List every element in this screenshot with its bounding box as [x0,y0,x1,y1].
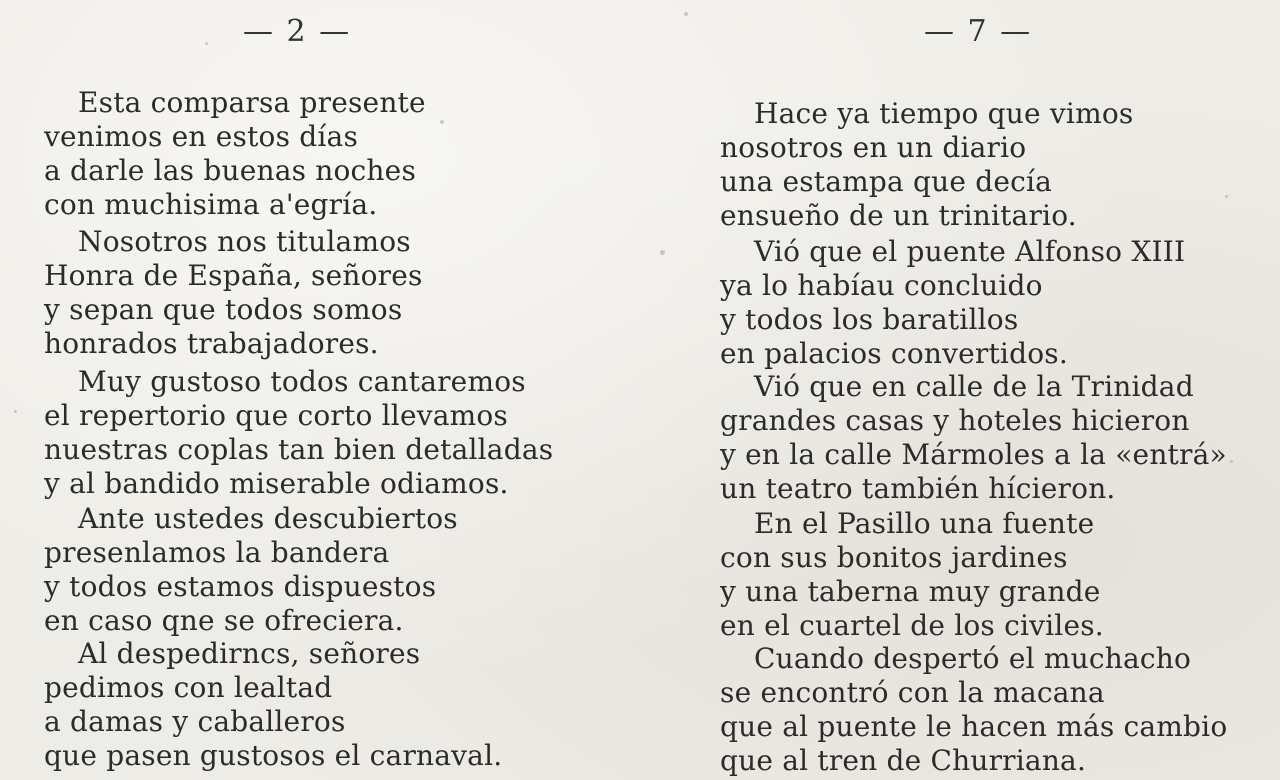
stanza [44,637,502,773]
verse-line: pedimos con lealtad [44,671,333,704]
verse-line: ensueño de un trinitario. [720,199,1077,232]
verse-line: que al tren de Churriana. [720,744,1087,777]
verse-line: Hace ya tiempo que vimos [754,97,1134,130]
verse-line: Cuando despertó el muchacho [754,642,1192,675]
verse-line: Nosotros nos titulamos [78,225,411,258]
stanza [44,502,458,638]
stanza [720,235,1185,371]
verse-line: en palacios convertidos. [720,337,1068,370]
verse-line: Honra de España, señores [44,259,423,292]
verse-line: a damas y caballeros [44,705,346,738]
verse-line: con sus bonitos jardines [720,541,1068,574]
verse-line: el repertorio que corto llevamos [44,399,508,432]
page-number: — 7 — [924,14,1033,49]
verse-line: Muy gustoso todos cantaremos [78,365,526,398]
stanza [44,225,423,361]
verse-line: grandes casas y hoteles hicieron [720,404,1190,437]
verse-line: Vió que en calle de la Trinidad [754,370,1194,403]
verse-line: a darle las buenas noches [44,154,417,187]
verse-line: y al bandido miserable odiamos. [44,467,509,500]
verse-line: que pasen gustosos el carnaval. [44,739,503,772]
verse-line: Ante ustedes descubiertos [78,502,458,535]
right-page [640,0,1280,780]
verse-line: En el Pasillo una fuente [754,507,1095,540]
verse-line: ya lo habíau concluido [720,269,1043,302]
verse-line: se encontró con la macana [720,676,1105,709]
stanza [720,642,1227,778]
verse-line: presenlamos la bandera [44,536,390,569]
stanza [720,507,1104,643]
verse-line: con muchisima a'egría. [44,188,378,221]
verse-line: un teatro también hícieron. [720,472,1116,505]
verse-line: en el cuartel de los civiles. [720,609,1104,642]
stanza [44,86,426,222]
stanza [720,97,1133,233]
verse-line: nosotros en un diario [720,131,1027,164]
verse-line: Vió que el puente Alfonso XIII [754,235,1186,268]
verse-line: que al puente le hacen más cambio [720,710,1228,743]
verse-line: y sepan que todos somos [44,293,403,326]
verse-line: Esta comparsa presente [78,86,426,119]
verse-line: una estampa que decía [720,165,1053,198]
stanza [720,370,1227,506]
stanza [44,365,553,501]
verse-line: y una taberna muy grande [720,575,1101,608]
verse-line: en caso qne se ofreciera. [44,604,404,637]
verse-line: venimos en estos días [44,120,359,153]
verse-line: nuestras coplas tan bien detalladas [44,433,554,466]
verse-line: y todos los baratillos [720,303,1019,336]
verse-line: y en la calle Mármoles a la «entrá» [720,438,1227,471]
verse-line: Al despedirncs, señores [78,637,421,670]
verse-line: honrados trabajadores. [44,327,379,360]
page-number: — 2 — [243,14,352,49]
verse-line: y todos estamos dispuestos [44,570,437,603]
